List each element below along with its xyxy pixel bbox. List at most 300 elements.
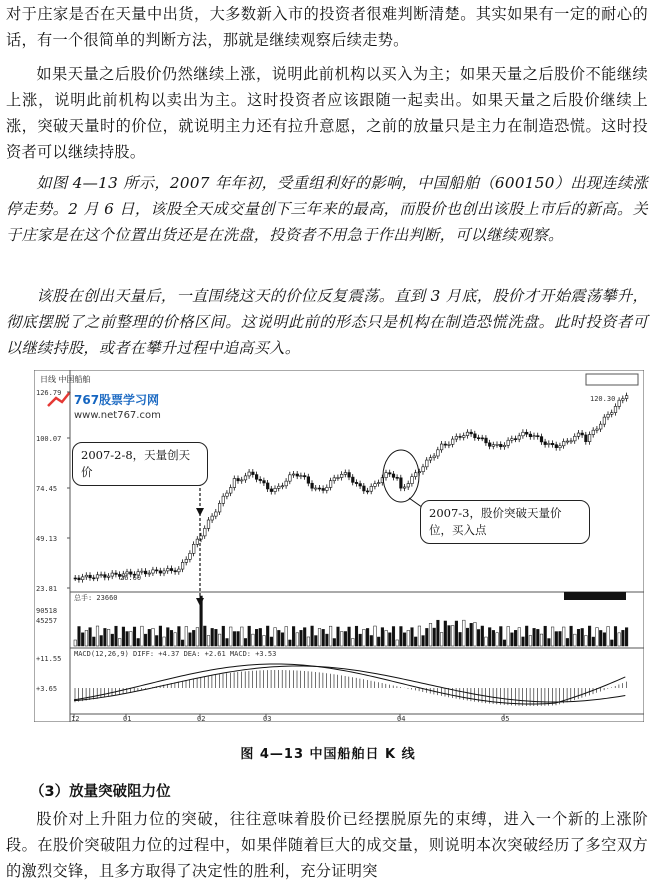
candle — [274, 488, 277, 491]
macd-label: MACD(12,26,9) DIFF: +4.37 DEA: +2.61 MACD: +3.53 — [74, 650, 277, 658]
candle — [477, 438, 480, 439]
candle — [529, 434, 532, 437]
volume-bar — [178, 627, 181, 646]
candle — [548, 443, 551, 444]
month-tick: 01 — [123, 715, 132, 722]
volume-bar — [148, 629, 151, 646]
candle — [100, 575, 103, 576]
candle — [96, 575, 99, 578]
candle — [111, 573, 114, 576]
candle — [248, 472, 251, 476]
paragraph-2: 如果天量之后股价仍然继续上涨，说明此前机构以买入为主；如果天量之后股价不能继续上涨，说明此前机构以卖出为主。这时投资者应该跟随一起卖出。如果天量之后股价继续上涨，突破天量时的价位，就说明主力还有拉升意愿，之前的放量只是主力在制造恐慌。这时投资者可以继续持股。 — [6, 65, 648, 161]
candle — [281, 486, 284, 487]
candle — [89, 575, 92, 578]
volume-bar — [229, 627, 232, 646]
candle — [385, 473, 388, 478]
candle — [318, 488, 321, 489]
candle — [400, 478, 403, 488]
candle — [570, 441, 573, 442]
volume-bar — [155, 636, 158, 646]
candle — [540, 437, 543, 442]
candle — [255, 475, 258, 480]
volume-bar — [100, 636, 103, 646]
volume-bar — [455, 621, 458, 646]
volume-bar — [548, 639, 551, 646]
volume-bar — [596, 628, 599, 646]
volume-bar — [488, 628, 491, 646]
volume-bar — [270, 637, 273, 646]
volume-bar — [389, 633, 392, 646]
paragraph-4: 该股在创出天量后，一直围绕这天的价位反复震荡。直到 3 月底，股价才开始震荡攀升，彻底摆脱了之前整理的价格区间。这说明此前的形态只是机构在制造恐慌洗盘。此时投资者可以继续持股，或者在攀升过程中追高买入。 — [6, 287, 648, 357]
candle — [344, 473, 347, 475]
candle — [155, 570, 158, 571]
volume-bar — [311, 626, 314, 646]
month-tick: 03 — [263, 715, 272, 722]
candle — [588, 435, 591, 442]
volume-bar — [292, 627, 295, 646]
candle — [463, 436, 466, 438]
chart-header: 日线 中国船舶 — [40, 375, 91, 384]
candle — [514, 439, 517, 440]
candle — [426, 460, 429, 467]
volume-label: 总手: 23660 — [74, 594, 118, 602]
candle — [470, 432, 473, 434]
volume-bar — [411, 628, 414, 646]
candle — [333, 478, 336, 481]
candle — [437, 450, 440, 456]
price-tick: 100.07 — [36, 435, 62, 443]
candle — [311, 483, 314, 488]
candle — [592, 430, 595, 434]
volume-bar — [514, 630, 517, 646]
volume-bar — [551, 627, 554, 646]
volume-bar — [444, 621, 447, 646]
candle — [411, 477, 414, 484]
candle — [422, 467, 425, 472]
candle — [292, 474, 295, 475]
volume-bar — [263, 636, 266, 646]
candle — [503, 445, 506, 446]
volume-bar — [418, 626, 421, 646]
volume-bar — [581, 628, 584, 646]
volume-bar — [141, 626, 144, 646]
volume-bar — [511, 633, 514, 646]
volume-bar — [174, 633, 177, 646]
candle — [511, 439, 514, 441]
volume-bar — [403, 633, 406, 646]
volume-bar — [566, 638, 569, 646]
candle — [611, 413, 614, 415]
volume-bar — [500, 627, 503, 646]
candle — [451, 439, 454, 444]
candle — [215, 512, 218, 516]
volume-bar — [466, 628, 469, 646]
candle — [614, 406, 617, 412]
volume-bar — [470, 623, 473, 646]
candle — [192, 544, 195, 553]
volume-bar — [215, 629, 218, 646]
candle — [622, 399, 625, 401]
candle — [396, 477, 399, 478]
volume-bar — [459, 632, 462, 646]
candle — [266, 483, 269, 489]
volume-bar — [329, 626, 332, 646]
candle — [466, 432, 469, 435]
candle — [574, 436, 577, 441]
volume-bar — [429, 623, 432, 646]
volume-bar — [340, 632, 343, 646]
candle — [204, 528, 207, 536]
volume-bar — [185, 627, 188, 646]
volume-bar — [559, 631, 562, 646]
candle — [115, 573, 118, 574]
candle — [211, 516, 214, 520]
candle — [270, 489, 273, 492]
candle — [603, 417, 606, 424]
volume-bar — [152, 628, 155, 646]
candle — [577, 433, 580, 436]
candle — [407, 484, 410, 487]
candle — [181, 562, 184, 569]
volume-bar — [622, 630, 625, 646]
macd-tick: +11.55 — [36, 655, 62, 663]
volume-bar — [74, 640, 77, 646]
volume-bar — [374, 626, 377, 646]
candle — [289, 475, 292, 481]
candle — [366, 491, 369, 492]
volume-bar — [507, 626, 510, 646]
candle — [144, 571, 147, 574]
volume-bar — [167, 628, 170, 646]
volume-bar — [266, 626, 269, 646]
volume-bar — [585, 635, 588, 646]
volume-bar — [377, 637, 380, 646]
paragraph-3: 如图 4—13 所示，2007 年年初，受重组利好的影响，中国船舶（600150）出现连续涨停走势。2 月 6 日，该股全天成交量创下三年来的最高，而股价也创出该股上市后的新高。关于庄家是在这个位置出货还是在洗盘，投资者不用急于作出判断，可以继续观察。 — [6, 174, 648, 244]
volume-bar — [603, 633, 606, 646]
candle — [455, 436, 458, 439]
candle — [226, 493, 229, 496]
candle — [607, 414, 610, 417]
candle — [496, 444, 499, 445]
candle — [525, 432, 528, 434]
candle — [403, 487, 406, 488]
candle — [448, 444, 451, 445]
candle — [599, 424, 602, 429]
candle — [377, 483, 380, 484]
candle — [159, 571, 162, 573]
candle — [163, 571, 166, 573]
volume-bar — [333, 639, 336, 646]
candle — [507, 440, 510, 445]
price-tick: 23.81 — [36, 585, 58, 593]
high-label: 120.30 — [590, 395, 616, 403]
candle — [170, 569, 173, 571]
candle — [167, 569, 170, 571]
volume-bar — [437, 620, 440, 646]
volume-bar — [163, 637, 166, 646]
volume-bar — [385, 630, 388, 646]
figure-caption: 图 4—13 中国船舶日 K 线 — [240, 747, 416, 762]
volume-bar — [252, 634, 255, 646]
volume-bar — [289, 640, 292, 646]
volume-bar — [300, 630, 303, 646]
candle — [618, 400, 621, 406]
candle — [296, 474, 299, 476]
volume-bar — [248, 626, 251, 646]
volume-bar — [211, 628, 214, 646]
volume-bar — [326, 634, 329, 646]
candle — [326, 487, 329, 490]
volume-bar — [226, 639, 229, 646]
volume-bar — [274, 628, 277, 646]
candle — [551, 443, 554, 444]
volume-bar — [315, 636, 318, 646]
volume-bar — [555, 632, 558, 646]
volume-bar — [222, 626, 225, 646]
candle — [500, 444, 503, 446]
svg-text:767股票学习网: 767股票学习网 — [74, 393, 160, 407]
candle — [581, 433, 584, 435]
candle — [141, 571, 144, 572]
volume-bar — [118, 638, 121, 646]
low-label: 26.60 — [120, 574, 142, 582]
candle — [370, 486, 373, 491]
volume-bar — [370, 635, 373, 646]
candle — [585, 435, 588, 442]
volume-bar — [396, 640, 399, 646]
candle — [229, 488, 232, 494]
volume-bar — [111, 634, 114, 646]
candle — [178, 569, 181, 572]
volume-bar — [392, 627, 395, 646]
volume-bar — [296, 633, 299, 646]
volume-bar — [96, 626, 99, 646]
volume-bar — [426, 628, 429, 646]
candle — [322, 488, 325, 490]
volume-bar — [285, 627, 288, 646]
volume-bar — [137, 638, 140, 646]
candle — [307, 477, 310, 483]
volume-bar — [207, 636, 210, 646]
volume-bar — [503, 640, 506, 646]
volume-bar — [170, 630, 173, 646]
candle — [485, 438, 488, 443]
volume-bar — [529, 636, 532, 646]
volume-bar — [540, 634, 543, 646]
volume-bar — [518, 628, 521, 646]
candle — [93, 578, 96, 579]
volume-bar — [192, 630, 195, 646]
volume-bar — [348, 627, 351, 646]
volume-bar — [366, 628, 369, 646]
kline-chart — [34, 370, 644, 722]
volume-bar — [611, 640, 614, 646]
volume-bar — [614, 626, 617, 646]
volume-bar — [78, 627, 81, 646]
volume-bar — [562, 627, 565, 646]
volume-bar — [352, 638, 355, 646]
volume-bar — [577, 629, 580, 646]
candle — [518, 436, 521, 439]
volume-bar — [307, 637, 310, 646]
candle — [303, 476, 306, 477]
volume-bar — [448, 626, 451, 646]
volume-tick: 90518 — [36, 607, 58, 615]
price-tick: 49.13 — [36, 535, 58, 543]
volume-bar — [474, 622, 477, 646]
section-heading: （3）放量突破阻力位 — [30, 784, 171, 800]
candle — [278, 486, 281, 488]
volume-bar — [355, 626, 358, 646]
volume-bar — [618, 633, 621, 646]
candle — [625, 396, 628, 399]
candle — [352, 477, 355, 482]
candle — [104, 575, 107, 578]
volume-bar — [359, 634, 362, 646]
candle — [492, 445, 495, 447]
volume-bar — [625, 628, 628, 646]
volume-bar — [414, 637, 417, 646]
volume-bar — [400, 627, 403, 646]
candle — [233, 479, 236, 488]
volume-bar — [181, 640, 184, 646]
candle — [222, 496, 225, 503]
volume-bar — [233, 632, 236, 646]
volume-bar — [159, 626, 162, 646]
candle — [355, 482, 358, 483]
candle — [218, 503, 221, 512]
volume-bar — [130, 632, 133, 646]
volume-bar — [303, 628, 306, 646]
candle — [241, 480, 244, 481]
candle — [348, 473, 351, 478]
candle — [440, 444, 443, 450]
candle — [263, 481, 266, 483]
volume-bar — [599, 630, 602, 646]
month-tick: 05 — [501, 715, 510, 722]
volume-bar — [133, 627, 136, 646]
candle — [359, 484, 362, 486]
annotation-volume-spike: 2007-2-8，天量创天价 — [72, 442, 208, 486]
volume-bar — [485, 637, 488, 646]
volume-bar — [259, 628, 262, 646]
candle — [315, 488, 318, 489]
volume-bar — [196, 628, 199, 646]
volume-bar — [588, 626, 591, 646]
volume-bar — [522, 637, 525, 646]
candle — [259, 479, 262, 480]
volume-bar — [422, 636, 425, 646]
candle — [474, 434, 477, 438]
candle — [374, 484, 377, 487]
candle — [459, 436, 462, 437]
price-tick: 74.45 — [36, 485, 58, 493]
candle — [78, 578, 81, 580]
month-tick: 04 — [397, 715, 406, 722]
candle — [533, 436, 536, 437]
volume-bar — [189, 633, 192, 646]
candle — [252, 472, 255, 475]
candle — [207, 520, 210, 528]
candle — [555, 445, 558, 448]
candle — [285, 481, 288, 486]
svg-text:www.net767.com: www.net767.com — [74, 410, 161, 421]
volume-bar — [481, 626, 484, 646]
candle — [74, 578, 77, 579]
candle — [522, 432, 525, 436]
candle — [300, 476, 303, 477]
candle — [562, 441, 565, 445]
candle — [185, 559, 188, 562]
candle — [329, 481, 332, 488]
volume-bar — [122, 627, 125, 646]
price-tick: 126.79 — [36, 389, 62, 397]
volume-bar — [592, 637, 595, 646]
volume-bar — [381, 628, 384, 646]
volume-bar — [85, 630, 88, 646]
volume-bar — [451, 625, 454, 646]
paragraph-1: 对于庄家是否在天量中出货，大多数新入市的投资者很难判断清楚。其实如果有一定的耐心的话，有一个很简单的判断方法，那就是继续观察后续走势。 — [6, 5, 648, 49]
candle — [559, 446, 562, 448]
volume-bar — [344, 632, 347, 646]
candle — [389, 473, 392, 474]
candle — [363, 486, 366, 491]
annotation-breakout: 2007-3，股价突破天量价位，买入点 — [420, 500, 590, 544]
candle — [414, 473, 417, 477]
volume-bar — [218, 634, 221, 646]
volume-bar — [278, 630, 281, 646]
volume-bar — [570, 626, 573, 646]
volume-bar — [237, 632, 240, 646]
candle — [189, 553, 192, 559]
candle — [244, 476, 247, 480]
volume-bar — [89, 628, 92, 646]
candle — [444, 444, 447, 445]
volume-bar — [322, 629, 325, 646]
volume-bar — [281, 633, 284, 646]
volume-bar — [255, 629, 258, 646]
candle — [392, 474, 395, 477]
volume-bar — [104, 628, 107, 646]
month-tick: 02 — [197, 715, 206, 722]
volume-bar — [337, 627, 340, 646]
candle — [566, 441, 569, 442]
volume-bar — [115, 626, 118, 646]
candle — [107, 576, 110, 577]
candle — [85, 575, 88, 577]
macd-tick: +3.65 — [36, 685, 58, 693]
candle — [152, 570, 155, 573]
candle — [544, 442, 547, 445]
volume-bar — [126, 632, 129, 646]
volume-bar — [93, 637, 96, 646]
volume-bar — [477, 629, 480, 646]
month-tick: 12 — [71, 715, 80, 722]
volume-bar — [492, 630, 495, 646]
candle — [196, 539, 199, 544]
volume-badge — [564, 592, 626, 600]
volume-bar — [407, 630, 410, 646]
volume-bar — [433, 628, 436, 646]
candle — [81, 577, 84, 580]
volume-bar — [241, 627, 244, 646]
volume-bar — [537, 629, 540, 646]
volume-bar — [144, 634, 147, 646]
candle — [596, 429, 599, 430]
volume-bar — [607, 627, 610, 646]
volume-bar — [574, 634, 577, 646]
candle — [429, 458, 432, 460]
